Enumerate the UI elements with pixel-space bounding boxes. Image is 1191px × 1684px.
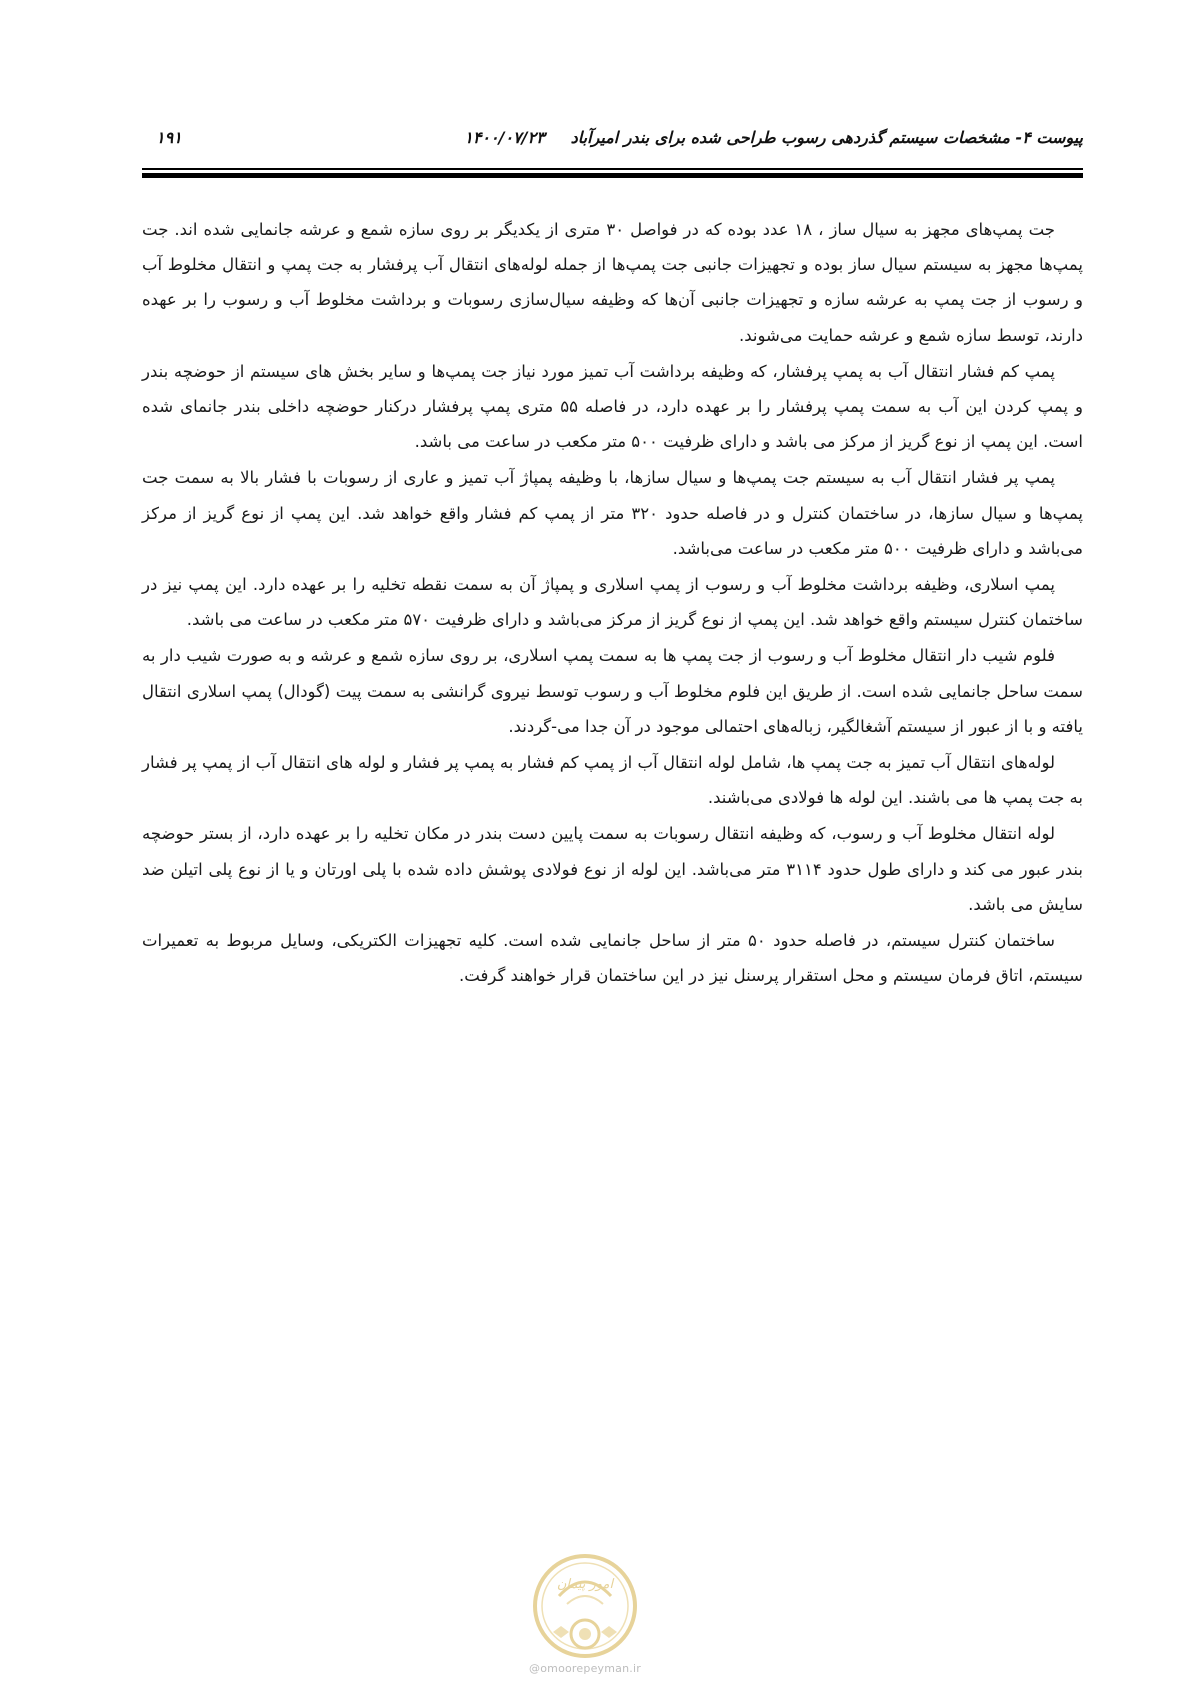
- paragraph-slurry-pipe: لوله انتقال مخلوط آب و رسوب، که وظیفه انتقال رسوبات به سمت پایین دست بندر در مکان تخلیه را بر عهده دارد، از بستر حوضچه بندر عبور می کند و دارای طول حدود ۳۱۱۴ متر می‌باشد. این لوله از نوع فولادی پوشش داده شده با پلی اورتان و یا از نوع پلی اتیلن ضد سایش می باشد.: [142, 824, 1083, 914]
- header-divider-thin: [142, 168, 1083, 170]
- header-date: ۱۴۰۰/۰۷/۲۳: [464, 128, 545, 147]
- paragraph-low-pressure-pump: پمپ کم فشار انتقال آب به پمپ پرفشار، که وظیفه برداشت آب تمیز مورد نیاز جت پمپ‌ها و سایر بخش های سیستم از حوضچه بندر و پمپ کردن این آب به سمت پمپ پرفشار را بر عهده دارد، در فاصله ۵۵ متری پمپ پرفشار درکنار حوضچه داخلی بندر جانمای شده است. این پمپ از نوع گریز از مرکز می باشد و دارای ظرفیت ۵۰۰ متر مکعب در ساعت می باشد.: [142, 361, 1083, 452]
- paragraph-slurry-pump: پمپ اسلاری، وظیفه برداشت مخلوط آب و رسوب از پمپ اسلاری و پمپاژ آن به سمت نقطه تخلیه را بر عهده دارد. این پمپ نیز در ساختمان کنترل سیستم واقع خواهد شد. این پمپ از نوع گریز از مرکز می‌باشد و دارای ظرفیت ۵۷۰ متر مکعب در ساعت می باشد.: [142, 575, 1083, 630]
- watermark-handle: @omoorepeyman.ir: [529, 1662, 641, 1675]
- header-title-line: [464, 128, 1083, 147]
- body-text: [142, 212, 1083, 994]
- page-header: [142, 128, 1083, 158]
- header-divider-thick: [142, 173, 1083, 178]
- paragraph-jet-pumps: جت پمپ‌های مجهز به سیال ساز ، ۱۸ عدد بوده که در فواصل ۳۰ متری از یکدیگر بر روی سازه شمع و عرشه جانمایی شده اند. جت پمپ‌ها مجهز به سیستم سیال ساز بوده و تجهیزات جانبی جت پمپ‌ها از جمله لوله‌های انتقال آب پرفشار به جت پمپ و انتقال مخلوط آب و رسوب از جت پمپ به عرشه سازه و تجهیزات جانبی آن‌ها که وظیفه سیال‌سازی رسوبات و برداشت مخلوط آب و رسوب را بر عهده دارند، توسط سازه شمع و عرشه حمایت می‌شوند.: [142, 220, 1083, 345]
- watermark-emblem-text: امور پیمان: [556, 1577, 614, 1592]
- watermark-emblem-icon: [519, 1544, 651, 1662]
- header-title: پیوست ۴- مشخصات سیستم گذردهی رسوب طراحی شده برای بندر امیرآباد: [570, 128, 1083, 147]
- watermark-logo: [519, 1544, 651, 1684]
- paragraph-sloped-flume: فلوم شیب دار انتقال مخلوط آب و رسوب از جت پمپ ها به سمت پمپ اسلاری، بر روی سازه شمع و عرشه و به صورت شیب دار به سمت ساحل جانمایی شده است. از طریق این فلوم مخلوط آب و رسوب توسط نیروی گرانشی به سمت پیت (گودال) پمپ اسلاری انتقال یافته و با از عبور از سیستم آشغالگیر، زباله‌های احتمالی موجود در آن جدا می-گردند.: [142, 646, 1083, 736]
- page-number: ۱۹۱: [156, 128, 182, 147]
- paragraph-high-pressure-pump: پمپ پر فشار انتقال آب به سیستم جت پمپ‌ها و سیال سازها، با وظیفه پمپاژ آب تمیز و عاری از رسوبات با فشار بالا به سمت جت پمپ‌ها و سیال سازها، در ساختمان کنترل و در فاصله حدود ۳۲۰ متر از پمپ کم فشار واقع خواهد شد. این پمپ از نوع گریز از مرکز می‌باشد و دارای ظرفیت ۵۰۰ متر مکعب در ساعت می‌باشد.: [142, 468, 1083, 558]
- paragraph-control-building: ساختمان کنترل سیستم، در فاصله حدود ۵۰ متر از ساحل جانمایی شده است. کلیه تجهیزات الکتریکی، وسایل مربوط به تعمیرات سیستم، اتاق فرمان سیستم و محل استقرار پرسنل نیز در این ساختمان قرار خواهند گرفت.: [142, 931, 1083, 986]
- paragraph-clean-water-pipes: لوله‌های انتقال آب تمیز به جت پمپ ها، شامل لوله انتقال آب از پمپ کم فشار به پمپ پر فشار و لوله های انتقال آب از پمپ پر فشار به جت پمپ ها می باشند. این لوله ها فولادی می‌باشند.: [142, 753, 1083, 808]
